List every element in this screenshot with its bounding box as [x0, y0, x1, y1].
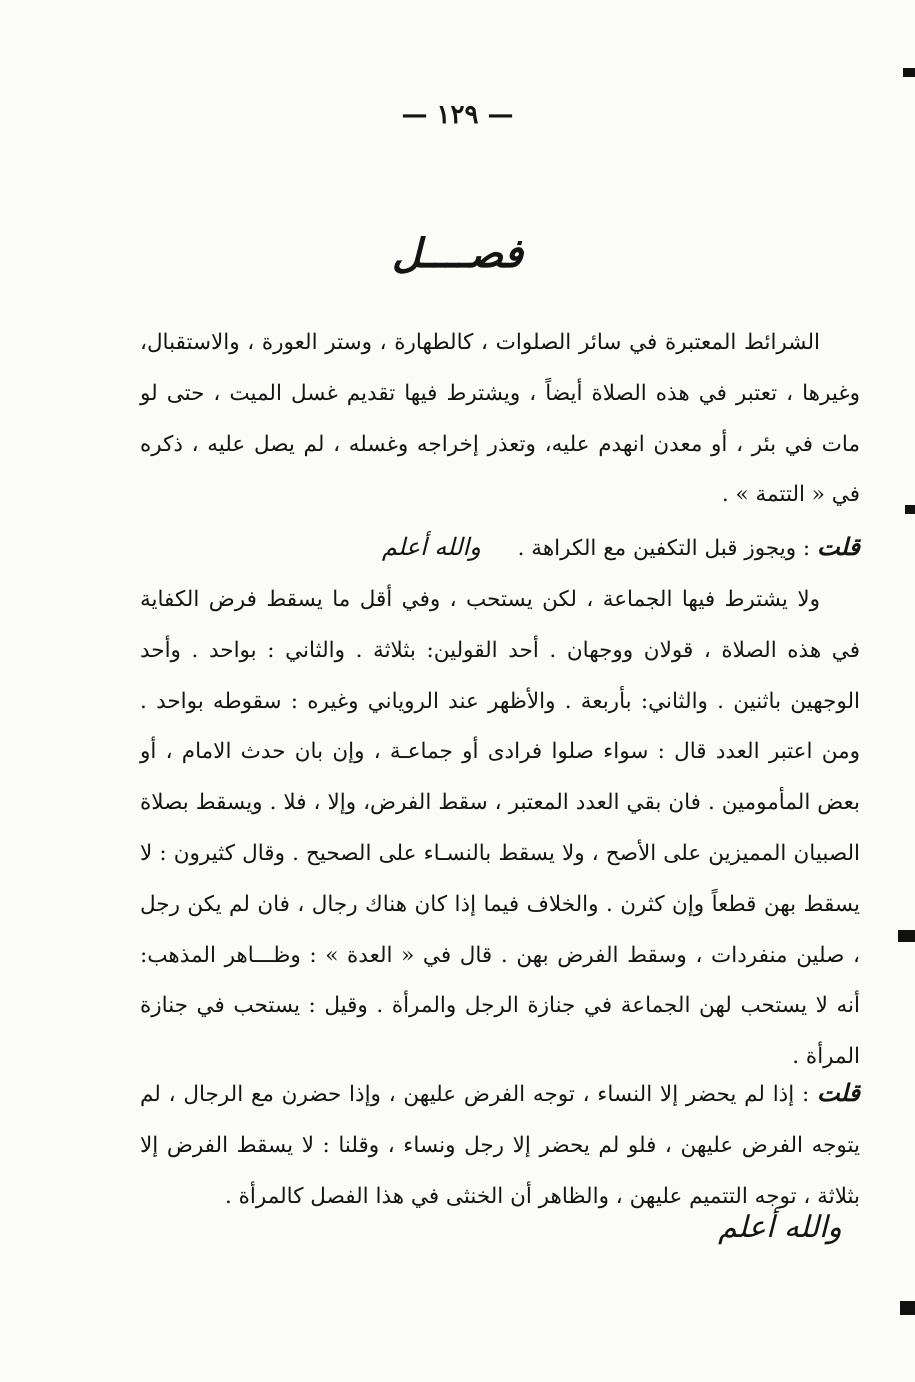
qalat-ending: والله أعلم — [381, 533, 481, 561]
page-number: — ١٢٩ — — [401, 100, 514, 130]
binding-mark — [903, 68, 915, 77]
binding-mark — [898, 930, 915, 942]
qalat-text: : إذا لم يحضر إلا النساء ، توجه الفرض عليهن ، وإذا حضرن مع الرجال ، لم يتوجه الفرض عليهن ، فلو لم يحضر إلا رجل ونساء ، وقلنا : لا يسقط الفرض إلا بثلاثة ، توجه التتميم عليهن ، والظاهر أن الخنثى في هذا الفصل كالمرأة . — [140, 1082, 860, 1209]
binding-mark — [900, 1301, 915, 1315]
paragraph-text: ولا يشترط فيها الجماعة ، لكن يستحب ، وفي أقل ما يسقط فرض الكفاية في هذه الصلاة ، قولان ووجهان . أحد القولين: بثلاثة . والثاني : بواحد . وأحد الوجهين باثنين . والثاني: بأربعة . والأظهر عند الروياني وغيره : سقوطه بواحد . ومن اعتبر العدد قال : سواء صلوا فرادى أو جماعـة ، وإن بان حدث الامام ، أو بعض المأمومين . فان بقي العدد المعتبر ، سقط الفرض، وإلا ، فلا . ويسقط بصلاة الصبيان المميزين على الأصح ، ولا يسقط بالنسـاء على الصحيح . وقال كثيرون : لا يسقط بهن قطعاً وإن كثرن . والخلاف فيما إذا كان هناك رجال ، فان لم يكن رجل ، صلين منفردات ، وسقط الفرض بهن . قال في « العدة » : وظـــاهر المذهب: أنه لا يستحب لهن الجماعة في جنازة الرجل والمرأة . وقيل : يستحب في جنازة المرأة . — [140, 587, 860, 1070]
paragraph-conditions — [140, 318, 860, 521]
binding-mark — [905, 505, 915, 514]
qalat-lead: قلت — [817, 1078, 861, 1107]
qalat-lead: قلت — [817, 532, 860, 561]
paragraph-congregation — [140, 575, 860, 1083]
qalat-note-2 — [140, 1068, 860, 1222]
paragraph-text: الشرائط المعتبرة في سائر الصلوات ، كالطهارة ، وستر العورة ، والاستقبال، وغيرها ، تعتبر في هذه الصلاة أيضاً ، ويشترط فيها تقديم غسل الميت ، حتى لو مات في بئر ، أو معدن انهدم عليه، وتعذر إخراجه وغسله ، لم يصل عليه ، ذكره في « التتمة » . — [140, 330, 860, 508]
qalat-note-1 — [140, 522, 860, 575]
closing-phrase: والله أعلم — [718, 1210, 842, 1245]
section-heading: فصــــل — [392, 230, 523, 277]
qalat-text: : ويجوز قبل التكفين مع الكراهة . — [517, 536, 811, 561]
